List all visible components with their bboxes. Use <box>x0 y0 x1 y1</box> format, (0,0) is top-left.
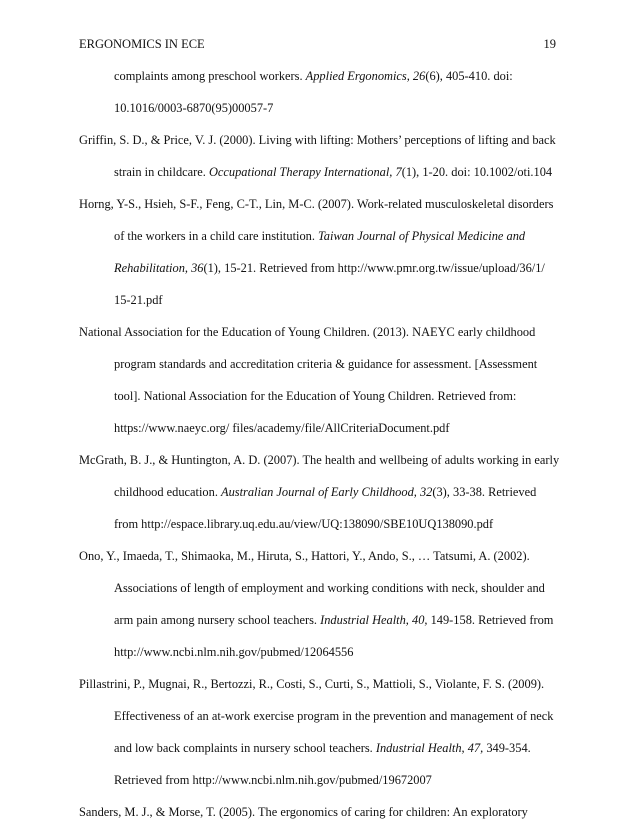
reference-text: of the workers in a child care institution. <box>114 229 319 243</box>
reference-source-title: Industrial Health, 47, <box>375 741 484 755</box>
reference-text: (1), 15-21. Retrieved from http://www.pmr.org.tw/issue/upload/36/1/ <box>203 261 545 275</box>
reference-source-title: Australian Journal of Early Childhood, 32 <box>221 485 433 499</box>
reference-text: Effectiveness of an at-work exercise program in the prevention and management of neck <box>114 709 554 723</box>
page-header <box>79 36 556 52</box>
reference-text: National Association for the Education of Young Children. (2013). NAEYC early childhood <box>79 325 536 339</box>
reference-line <box>79 676 559 708</box>
reference-line <box>79 708 559 740</box>
reference-line <box>79 484 559 516</box>
reference-text: strain in childcare. <box>114 165 209 179</box>
reference-text: and low back complaints in nursery school teachers. <box>114 741 376 755</box>
reference-line <box>79 612 559 644</box>
reference-text: McGrath, B. J., & Huntington, A. D. (2007). The health and wellbeing of adults working in early <box>79 453 559 467</box>
reference-line <box>79 68 559 100</box>
reference-text: program standards and accreditation criteria & guidance for assessment. [Assessment <box>114 357 538 371</box>
reference-sanders <box>79 804 559 836</box>
reference-line <box>79 196 559 228</box>
page-number: 19 <box>543 37 556 51</box>
reference-mcgrath <box>79 452 559 548</box>
reference-line <box>79 100 559 132</box>
reference-text: complaints among preschool workers. <box>114 69 306 83</box>
reference-text: 149-158. Retrieved from <box>427 613 554 627</box>
reference-text: (1), 1-20. doi: 10.1002/oti.104 <box>401 165 553 179</box>
reference-text: childhood education. <box>114 485 222 499</box>
reference-text: https://www.naeyc.org/ files/academy/file/AllCriteriaDocument.pdf <box>114 421 450 435</box>
reference-line <box>79 292 559 324</box>
reference-line <box>79 548 559 580</box>
reference-text: arm pain among nursery school teachers. <box>114 613 321 627</box>
reference-text: tool]. National Association for the Education of Young Children. Retrieved from: <box>114 389 517 403</box>
reference-line <box>79 804 559 836</box>
reference-line <box>79 388 559 420</box>
reference-line <box>79 260 559 292</box>
reference-line <box>79 228 559 260</box>
reference-line <box>79 740 559 772</box>
reference-griffin <box>79 132 559 196</box>
reference-text: (3), 33-38. Retrieved <box>432 485 537 499</box>
reference-text: 15-21.pdf <box>114 293 163 307</box>
running-head: ERGONOMICS IN ECE <box>79 37 205 51</box>
reference-ono <box>79 548 559 676</box>
reference-text: Ono, Y., Imaeda, T., Shimaoka, M., Hiruta, S., Hattori, Y., Ando, S., … Tatsumi, A. (2002). <box>79 549 530 563</box>
reference-line <box>79 356 559 388</box>
reference-pillastrini <box>79 676 559 804</box>
reference-naeyc <box>79 324 559 452</box>
reference-line <box>79 644 559 676</box>
reference-text: Griffin, S. D., & Price, V. J. (2000). Living with lifting: Mothers’ perceptions of lifting and back <box>79 133 556 147</box>
reference-text: Associations of length of employment and working conditions with neck, shoulder and <box>114 581 545 595</box>
reference-text: (6), 405-410. doi: <box>425 69 513 83</box>
reference-text: from http://espace.library.uq.edu.au/view/UQ:138090/SBE10UQ138090.pdf <box>114 517 494 531</box>
reference-text: Pillastrini, P., Mugnai, R., Bertozzi, R., Costi, S., Curti, S., Mattioli, S., Violante, F. S. (2009). <box>79 677 545 691</box>
reference-line <box>79 132 559 164</box>
reference-horng <box>79 196 559 324</box>
reference-source-title: Occupational Therapy International, 7 <box>208 165 402 179</box>
reference-source-title: Rehabilitation, 36 <box>114 261 204 275</box>
reference-text: http://www.ncbi.nlm.nih.gov/pubmed/12064556 <box>114 645 354 659</box>
reference-line <box>79 452 559 484</box>
reference-source-title: Applied Ergonomics, 26 <box>305 69 426 83</box>
reference-line <box>79 516 559 548</box>
reference-continuation <box>79 68 559 132</box>
reference-line <box>79 580 559 612</box>
reference-source-title: Taiwan Journal of Physical Medicine and <box>318 229 526 243</box>
reference-text: Retrieved from http://www.ncbi.nlm.nih.gov/pubmed/19672007 <box>114 773 432 787</box>
reference-text: 349-354. <box>483 741 531 755</box>
reference-line <box>79 324 559 356</box>
reference-list <box>79 68 559 836</box>
reference-text: Sanders, M. J., & Morse, T. (2005). The ergonomics of caring for children: An exploratory <box>79 805 528 819</box>
reference-text: 10.1016/0003-6870(95)00057-7 <box>114 101 274 115</box>
reference-line <box>79 772 559 804</box>
reference-line <box>79 420 559 452</box>
reference-line <box>79 164 559 196</box>
reference-text: Horng, Y-S., Hsieh, S-F., Feng, C-T., Lin, M-C. (2007). Work-related musculoskeletal disorders <box>79 197 554 211</box>
reference-source-title: Industrial Health, 40, <box>320 613 428 627</box>
